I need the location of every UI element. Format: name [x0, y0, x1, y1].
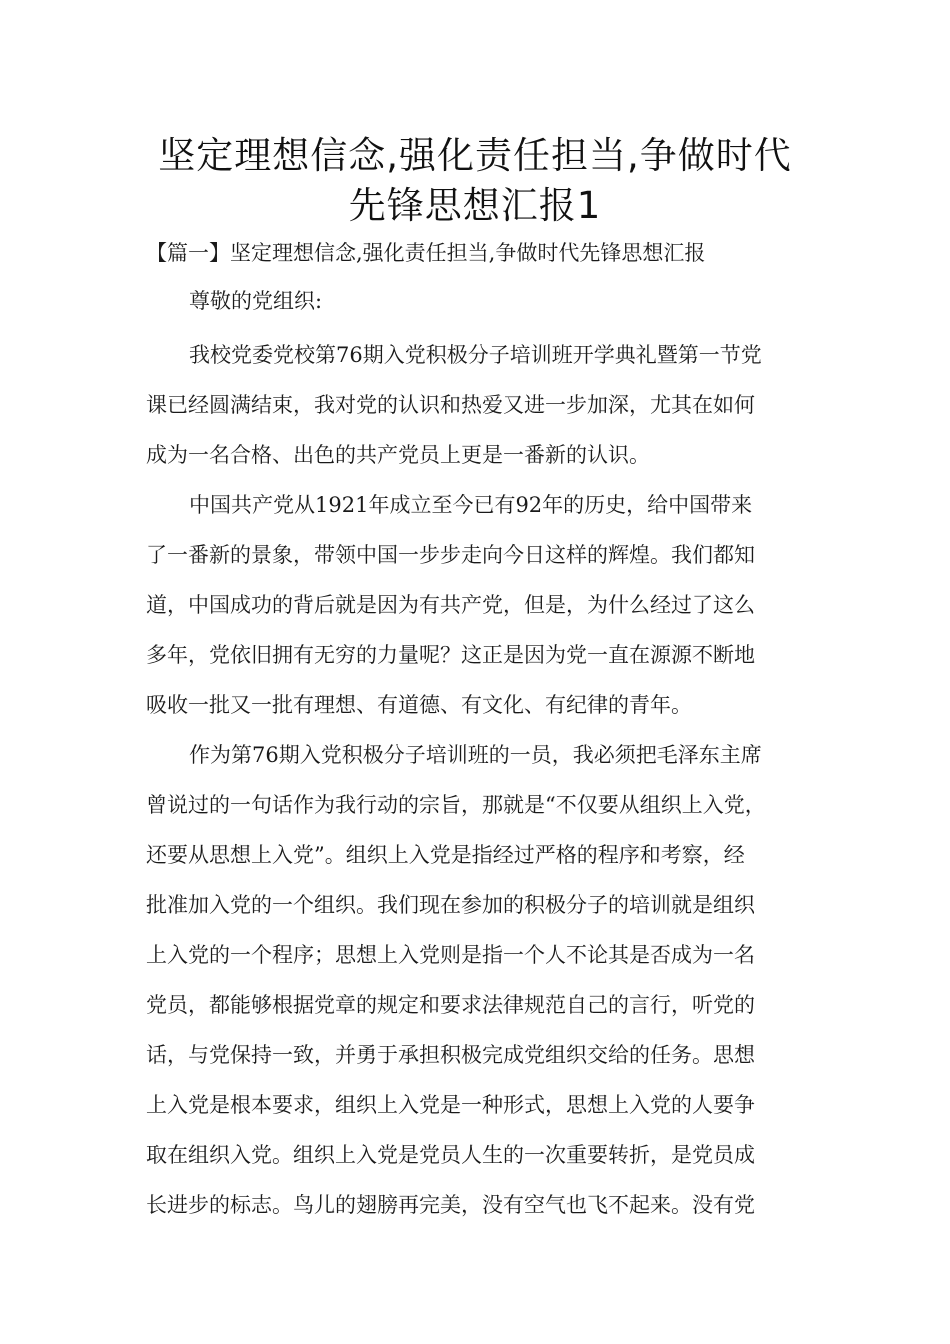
paragraph-line: 党员，都能够根据党章的规定和要求法律规范自己的言行，听党的	[146, 993, 755, 1017]
paragraph-line: 作为第76期入党积极分子培训班的一员，我必须把毛泽东主席	[189, 743, 762, 767]
paragraph-line: 上入党的一个程序；思想上入党则是指一个人不论其是否成为一名	[146, 943, 755, 967]
salutation: 尊敬的党组织:	[189, 289, 323, 313]
paragraph-1	[146, 336, 816, 486]
paragraph-line: 批准加入党的一个组织。我们现在参加的积极分子的培训就是组织	[146, 893, 755, 917]
paragraph-line: 曾说过的一句话作为我行动的宗旨，那就是“不仅要从组织上入党，	[146, 793, 766, 817]
paragraph-line: 多年，党依旧拥有无穷的力量呢？这正是因为党一直在源源不断地	[146, 643, 755, 667]
section-subheading: 【篇一】坚定理想信念,强化责任担当,争做时代先锋思想汇报	[146, 241, 706, 265]
paragraph-line: 道，中国成功的背后就是因为有共产党，但是，为什么经过了这么	[146, 593, 755, 617]
paragraph-line: 吸收一批又一批有理想、有道德、有文化、有纪律的青年。	[146, 693, 692, 717]
paragraph-2	[146, 486, 816, 736]
paragraph-line: 了一番新的景象，带领中国一步步走向今日这样的辉煌。我们都知	[146, 543, 755, 567]
document-body	[146, 336, 816, 1236]
document-title-line-2: 先锋思想汇报1	[348, 184, 602, 227]
paragraph-line: 成为一名合格、出色的共产党员上更是一番新的认识。	[146, 443, 650, 467]
paragraph-line: 长进步的标志。鸟儿的翅膀再完美，没有空气也飞不起来。没有党	[146, 1193, 755, 1217]
paragraph-line: 话，与党保持一致，并勇于承担积极完成党组织交给的任务。思想	[146, 1043, 755, 1067]
paragraph-line: 课已经圆满结束，我对党的认识和热爱又进一步加深，尤其在如何	[146, 393, 755, 417]
paragraph-line: 我校党委党校第76期入党积极分子培训班开学典礼暨第一节党	[189, 343, 762, 367]
paragraph-line: 上入党是根本要求，组织上入党是一种形式，思想上入党的人要争	[146, 1093, 755, 1117]
paragraph-line: 取在组织入党。组织上入党是党员人生的一次重要转折，是党员成	[146, 1143, 755, 1167]
paragraph-3	[146, 736, 816, 1236]
paragraph-line: 还要从思想上入党”。组织上入党是指经过严格的程序和考察，经	[146, 843, 745, 867]
document-title-line-1: 坚定理想信念,强化责任担当,争做时代	[158, 134, 792, 177]
paragraph-line: 中国共产党从1921年成立至今已有92年的历史，给中国带来	[189, 493, 753, 517]
